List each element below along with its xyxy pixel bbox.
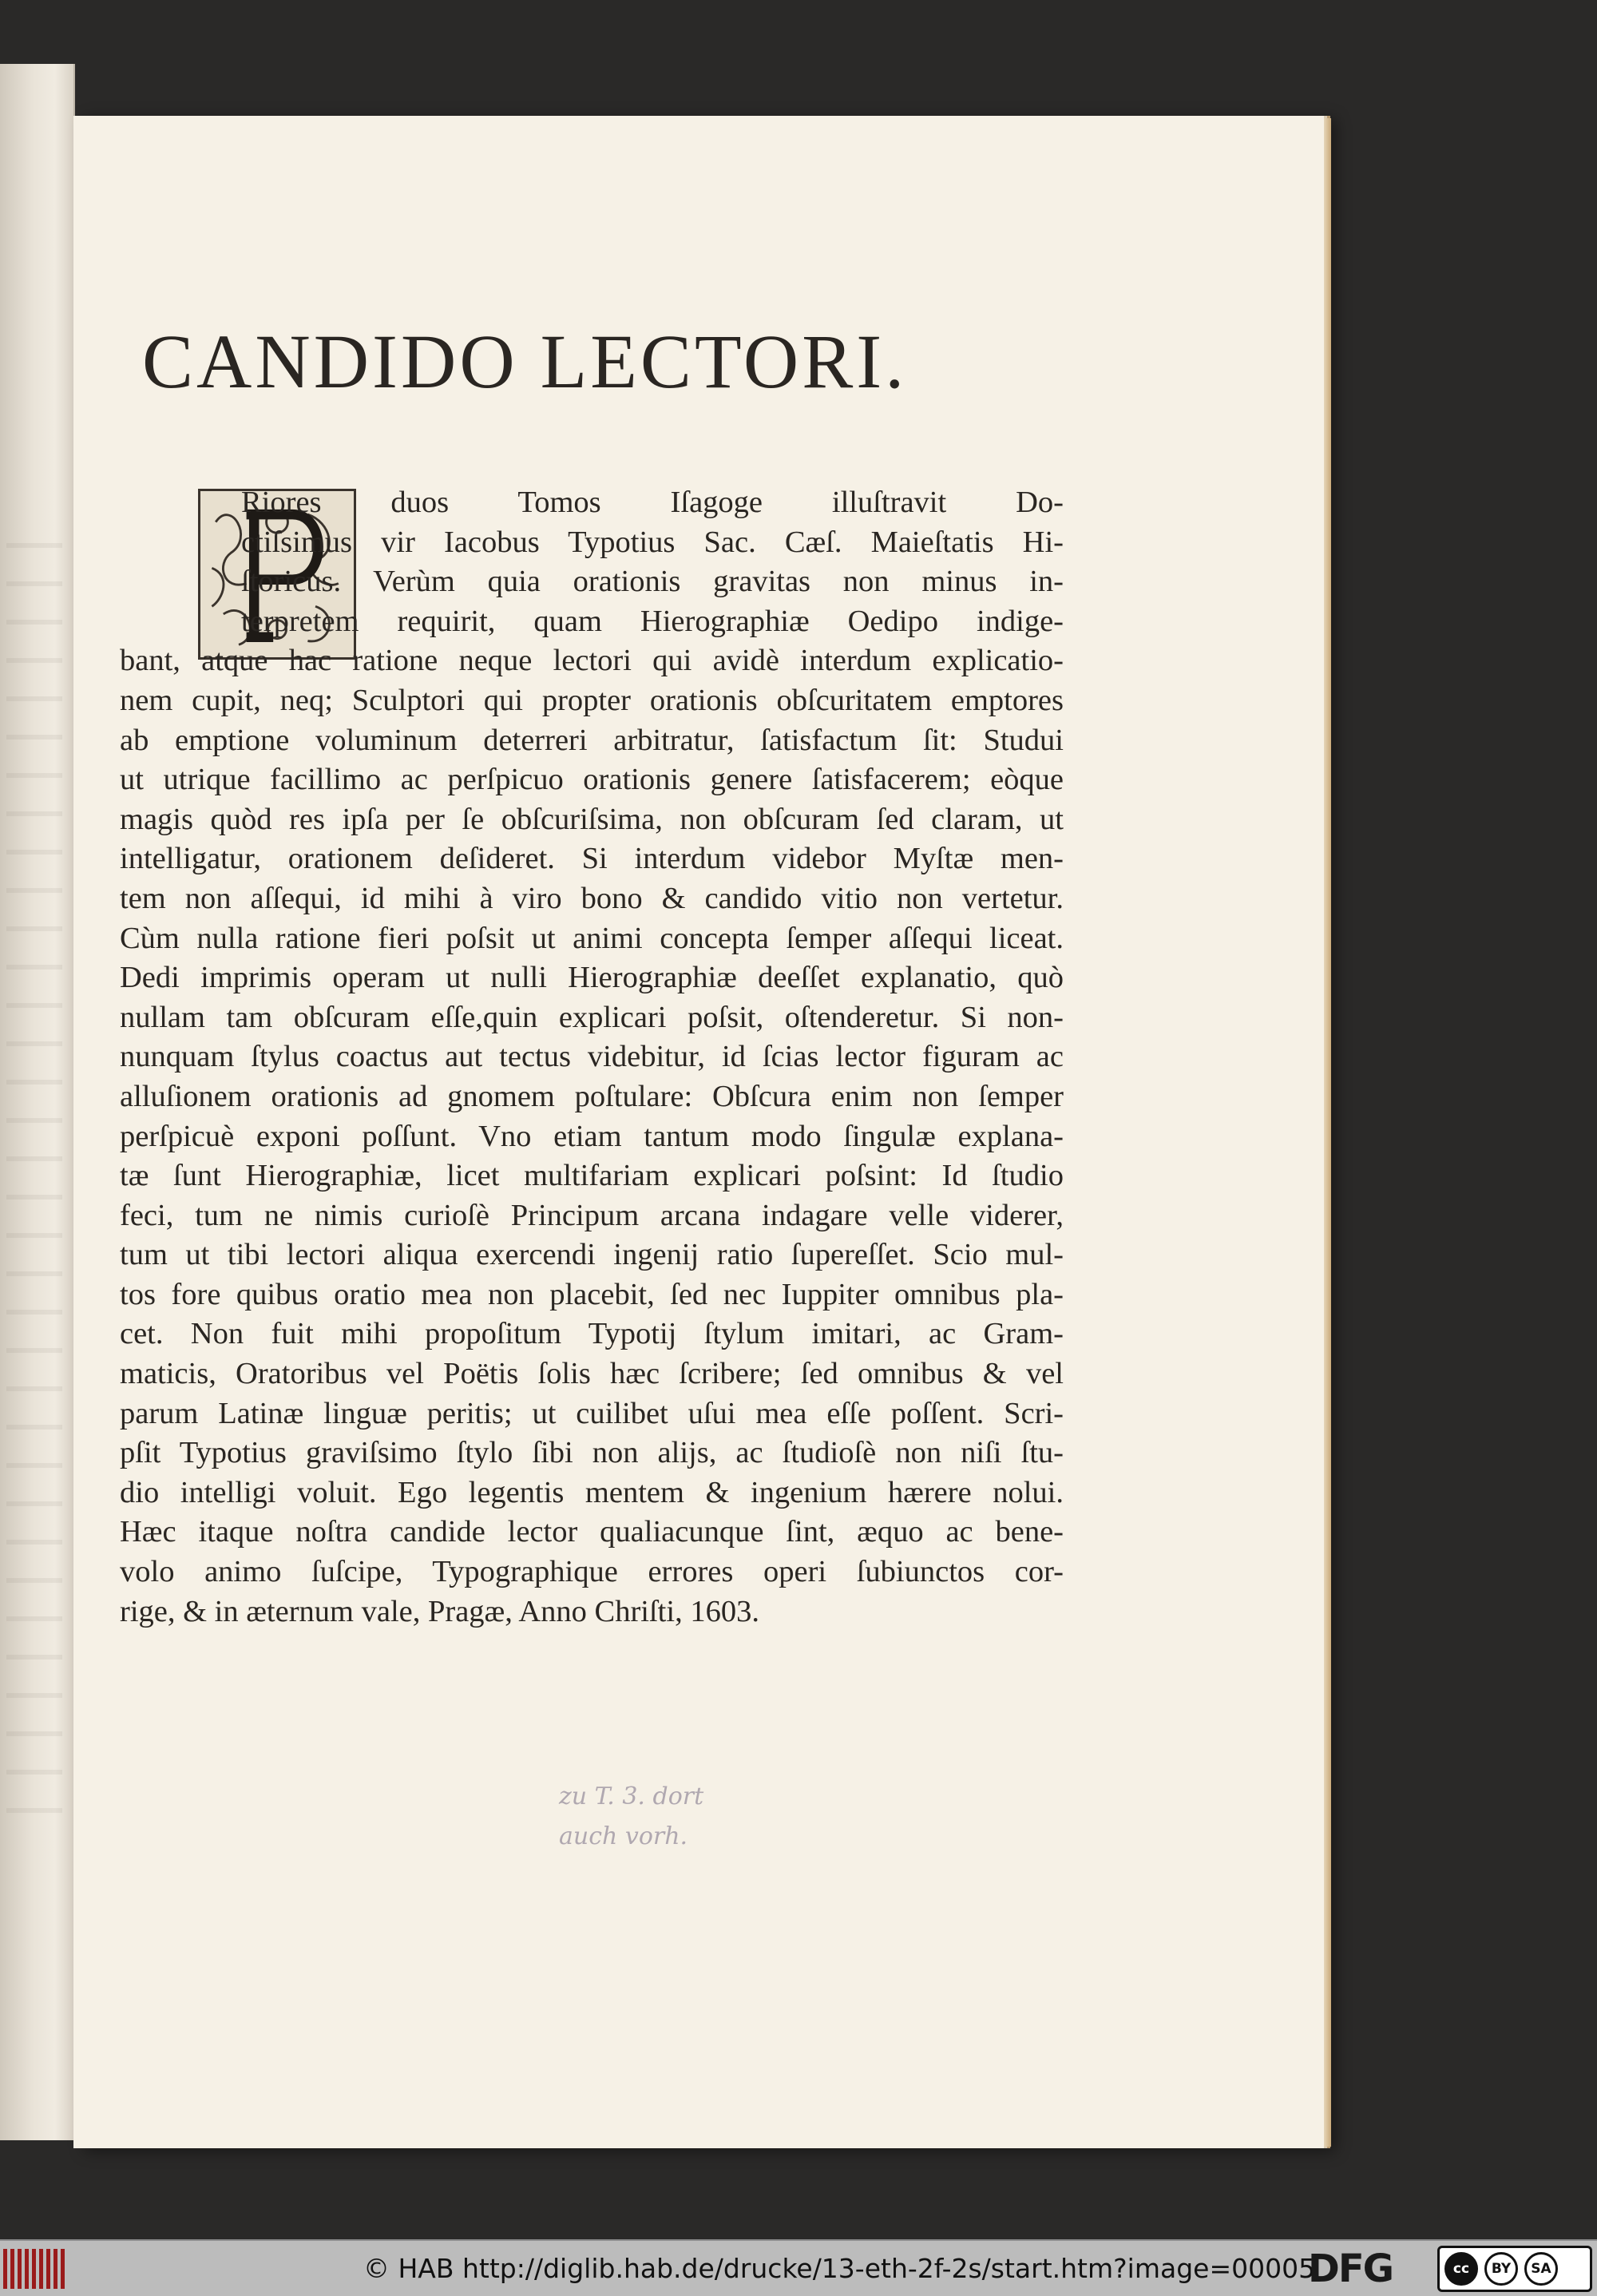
text-line: maticis, Oratoribus vel Poëtis ſolis hæc ſcribere; ſed omnibus & vel <box>120 1357 1064 1391</box>
text-line: rige, & in æternum vale, Pragæ, Anno Chriſti, 1603. <box>120 1594 759 1628</box>
hab-logo-icon <box>3 2249 65 2289</box>
text-line: ab emptione voluminum deterreri arbitratur, ſatisfactum ſit: Studui <box>120 723 1064 757</box>
text-line: ut utrique facillimo ac perſpicuo orationis genere ſatisfacerem; eòque <box>120 763 1064 797</box>
text-line: ſtoricus. Verùm quia orationis gravitas non minus in- <box>241 565 1064 599</box>
text-line: Hæc itaque noſtra candide lector qualiacunque ſint, æquo ac bene- <box>120 1515 1064 1549</box>
text-line: cet. Non fuit mihi propoſitum Typotij ſtylum imitari, ac Gram- <box>120 1317 1064 1351</box>
text-line: terpretem requirit, quam Hierographiæ Oedipo indige- <box>241 604 1064 638</box>
facing-page-edge <box>0 64 75 2140</box>
text-line: bant, atque hac ratione neque lectori qui avidè interdum explicatio- <box>120 644 1064 678</box>
bleed-through-text <box>8 367 56 439</box>
footer-bar <box>0 2239 1597 2296</box>
text-line: alluſionem orationis ad gnomem poſtulare: Obſcura enim non ſemper <box>120 1079 1064 1113</box>
text-line: perſpicuè exponi poſſunt. Vno etiam tantum modo ſingulæ explana- <box>120 1119 1064 1153</box>
dfg-logo: DFG <box>1308 2246 1393 2291</box>
by-icon: BY <box>1484 2252 1518 2286</box>
page-title: CANDIDO LECTORI. <box>142 319 908 404</box>
text-line: tum ut tibi lectori aliqua exercendi ingenij ratio ſupereſſet. Scio mul- <box>120 1238 1064 1272</box>
text-line: nullam tam obſcuram eſſe,quin explicari poſsit, oſtenderetur. Si non- <box>120 1000 1064 1034</box>
handwritten-line-2: auch vorh. <box>559 1822 688 1850</box>
text-line: dio intelligi voluit. Ego legentis mentem & ingenium hærere nolui. <box>120 1475 1064 1509</box>
text-line: pſit Typotius graviſsimo ſtylo ſibi non alijs, ac ſtudioſè non niſi ſtu- <box>120 1436 1064 1470</box>
handwritten-note <box>559 1777 791 1873</box>
text-line: magis quòd res ipſa per ſe obſcuriſsima, non obſcuram ſed claram, ut <box>120 802 1064 836</box>
text-line: nunquam ſtylus coactus aut tectus videbitur, id ſcias lector figuram ac <box>120 1040 1064 1074</box>
text-line: Cùm nulla ratione fieri poſsit ut animi concepta ſemper aſſequi liceat. <box>120 921 1064 955</box>
body-text <box>120 483 1064 1632</box>
text-line: Dedi imprimis operam ut nulli Hierographiæ deeſſet explanatio, quò <box>120 961 1064 995</box>
text-line: parum Latinæ linguæ peritis; ut cuilibet uſui mea eſſe poſſent. Scri- <box>120 1396 1064 1430</box>
sa-icon: SA <box>1524 2252 1558 2286</box>
text-line: feci, tum ne nimis curioſè Principum arcana indagare velle viderer, <box>120 1198 1064 1232</box>
copyright-link[interactable]: © HAB http://diglib.hab.de/drucke/13-eth-2f-2s/start.htm?image=00005 <box>363 2253 1316 2284</box>
text-line: volo animo ſuſcipe, Typographique errores operi ſubiunctos cor- <box>120 1555 1064 1589</box>
text-line: tem non aſſequi, id mihi à viro bono & candido vitio non vertetur. <box>120 881 1064 915</box>
text-line: tos fore quibus oratio mea non placebit, ſed nec Iuppiter omnibus pla- <box>120 1277 1064 1311</box>
bleed-through-lines <box>6 543 62 1821</box>
text-line: tæ ſunt Hierographiæ, licet multifariam explicari poſsint: Id ſtudio <box>120 1159 1064 1193</box>
text-line: intelligatur, orationem deſideret. Si interdum videbor Myſtæ men- <box>120 842 1064 876</box>
text-line: nem cupit, neq; Sculptori qui propter orationis obſcuritatem emptores <box>120 683 1064 717</box>
page-stack-edge <box>1324 118 1331 2147</box>
license-badge[interactable] <box>1437 2246 1592 2292</box>
handwritten-line-1: zu T. 3. dort <box>559 1782 704 1810</box>
text-line: ctiſsimus vir Iacobus Typotius Sac. Cæſ. Maieſtatis Hi- <box>241 525 1064 559</box>
text-line: Riores duos Tomos Iſagoge illuſtravit Do- <box>241 486 1064 519</box>
cc-icon: cc <box>1444 2252 1478 2286</box>
